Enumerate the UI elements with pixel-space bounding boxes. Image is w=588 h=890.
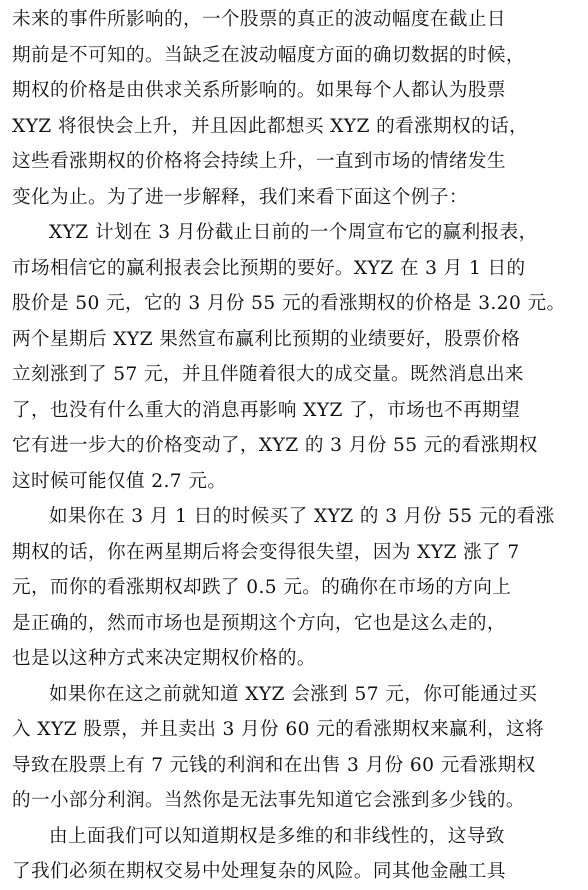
- text-line: 立刻涨到了 57 元，并且伴随着很大的成交量。既然消息出来: [12, 364, 524, 385]
- text-line: 如果你在这之前就知道 XYZ 会涨到 57 元，你可能通过买: [49, 683, 538, 705]
- text-line: 市场相信它的赢利报表会比预期的要好。XYZ 在 3 月 1 日的: [12, 257, 526, 279]
- text-line: 也是以这种方式来决定期权价格的。: [12, 648, 316, 669]
- text-line: 期权的话，你在两星期后将会变得很失望，因为 XYZ 涨了 7: [12, 541, 520, 563]
- paragraph-3: [12, 499, 582, 677]
- text-line: 入 XYZ 股票，并且卖出 3 月份 60 元的看涨期权来赢利，这将: [12, 719, 545, 740]
- text-line: 这些看涨期权的价格将会持续上升，一直到市场的情绪发生: [12, 151, 506, 172]
- paragraph-1: [12, 2, 582, 215]
- text-line: 由上面我们可以知道期权是多维的和非线性的，这导致: [49, 825, 505, 847]
- text-line: 是正确的，然而市场也是预期这个方向，它也是这么走的，: [12, 612, 506, 634]
- text-line: 期权的价格是由供求关系所影响的。如果每个人都认为股票: [12, 80, 506, 101]
- text-line: 两个星期后 XYZ 果然宣布赢利比预期的业绩要好，股票价格: [12, 328, 521, 350]
- paragraph-4: [12, 677, 582, 819]
- text-line: 变化为止。为了进一步解释，我们来看下面这个例子：: [12, 186, 468, 208]
- text-line: 这时候可能仅值 2.7 元。: [12, 470, 227, 492]
- text-line: 如果你在 3 月 1 日的时候买了 XYZ 的 3 月份 55 元的看涨: [49, 506, 555, 527]
- text-line: 股价是 50 元，它的 3 月份 55 元的看涨期权的价格是 3.20 元。: [12, 293, 566, 314]
- text-line: 了我们必须在期权交易中处理复杂的风险。同其他金融工具: [12, 861, 506, 882]
- text-line: 了，也没有什么重大的消息再影响 XYZ 了，市场也不再期望: [12, 399, 521, 421]
- text-line: 它有进一步大的价格变动了，XYZ 的 3 月份 55 元的看涨期权: [12, 435, 538, 456]
- text-line: 元，而你的看涨期权却跌了 0.5 元。的确你在市场的方向上: [12, 577, 512, 598]
- text-line: 导致在股票上有 7 元钱的利润和在出售 3 月份 60 元看涨期权: [12, 754, 536, 776]
- text-line: XYZ 计划在 3 月份截止日前的一个周宣布它的赢利报表，: [49, 222, 538, 243]
- paragraph-5: [12, 819, 582, 890]
- text-line: 期前是不可知的。当缺乏在波动幅度方面的确切数据的时候，: [12, 44, 525, 66]
- text-line: 的一小部分利润。当然你是无法事先知道它会涨到多少钱的。: [12, 790, 525, 811]
- paragraph-2: [12, 215, 582, 499]
- text-line: 未来的事件所影响的，一个股票的真正的波动幅度在截止日: [12, 9, 506, 30]
- text-line: XYZ 将很快会上升，并且因此都想买 XYZ 的看涨期权的话，: [12, 115, 529, 137]
